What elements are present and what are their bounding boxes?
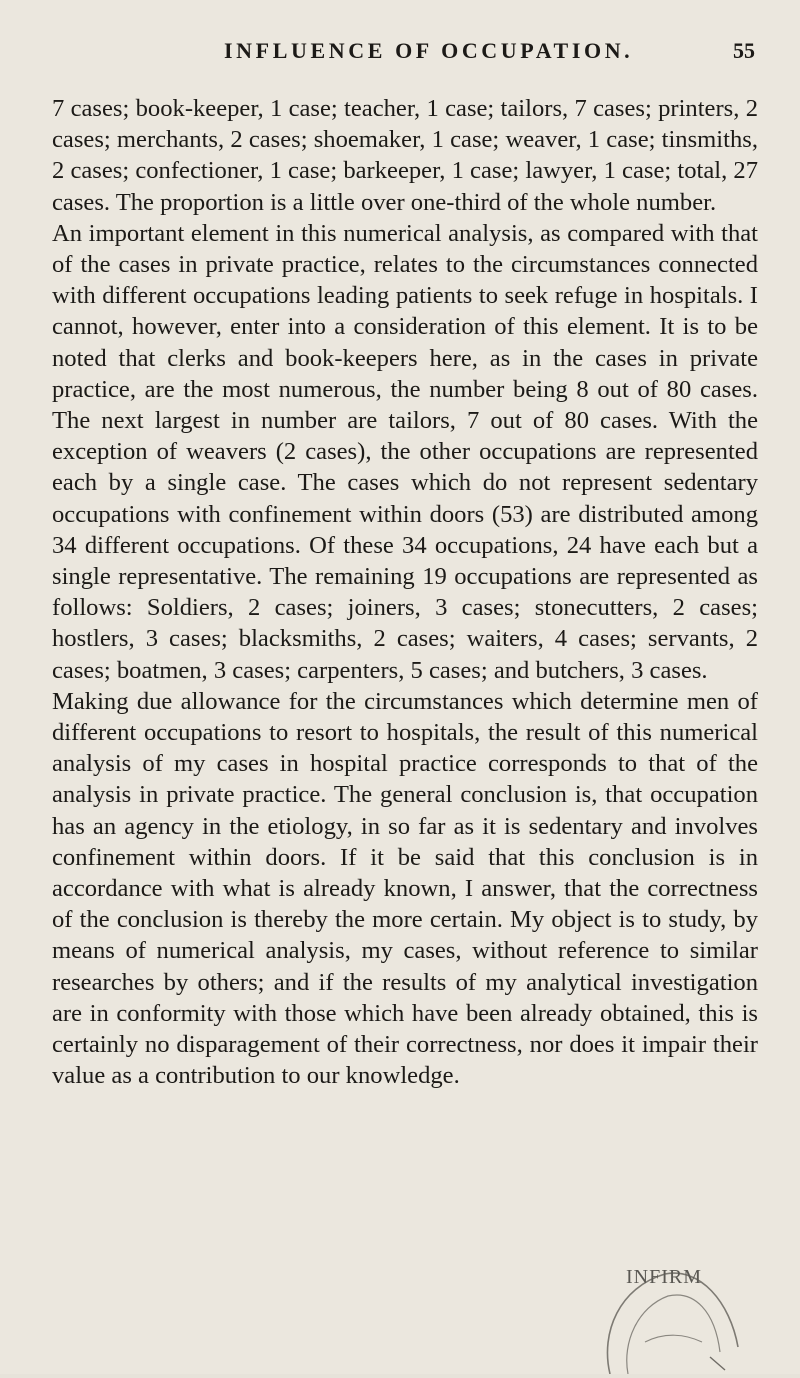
paragraph-1: 7 cases; book-keeper, 1 case; teacher, 1 case; tailors, 7 cases; printers, 2 cases; merchants, 2 cases; shoemaker, 1 case; weaver, 1 case; tinsmiths, 2 cases; confectioner, 1 case; barkeeper, 1 case; lawyer, 1 case; total, 27 cases. The proportion is a little over one-third of the whole number.	[52, 95, 758, 216]
paragraph-2: An important element in this numerical analysis, as compared with that of the cases in private practice, relates to the circumstances connected with different occupations leading patients to seek refuge in hospitals. I cannot, however, enter into a consideration of this element. It is to be noted that clerks and book-keepers here, as in the cases in private practice, are the most numerous, the number being 8 out of 80 cases. The next largest in number are tailors, 7 out of 80 cases. With the exception of weavers (2 cases), the other occupations are represented each by a single case. The cases which do not represent sedentary occupations with confinement within doors (53) are distributed among 34 different occupations. Of these 34 occupations, 24 have each but a single representative. The remaining 19 occupations are represented as follows: Soldiers, 2 cases; joiners, 3 cases; stonecutters, 2 cases; hostlers, 3 cases; blacksmiths, 2 cases; waiters, 4 cases; servants, 2 cases; boatmen, 3 cases; carpenters, 5 cases; and butchers, 3 cases.	[52, 219, 758, 684]
library-stamp	[590, 1262, 740, 1374]
paragraph-3: Making due allowance for the circumstances which determine men of different occupations to resort to hospitals, the result of this numerical analysis of my cases in hospital practice corresponds to that of the analysis in private practice. The general conclusion is, that occupation has an agency in the etiology, in so far as it is sedentary and involves confinement within doors. If it be said that this conclusion is in accordance with what is already known, I answer, that the correctness of the conclusion is thereby the more certain. My object is to study, by means of numerical analysis, my cases, without reference to similar researches by others; and if the results of my analytical investigation are in conformity with those which have been already obtained, this is certainly no disparagement of their correctness, nor does it impair their value as a contribution to our knowledge.	[52, 687, 758, 1090]
page-header	[0, 38, 800, 72]
stamp-text: INFIRM	[626, 1266, 703, 1288]
page-number: 55	[733, 38, 755, 63]
running-title: INFLUENCE OF OCCUPATION.	[224, 38, 634, 63]
body-text	[52, 93, 758, 1092]
